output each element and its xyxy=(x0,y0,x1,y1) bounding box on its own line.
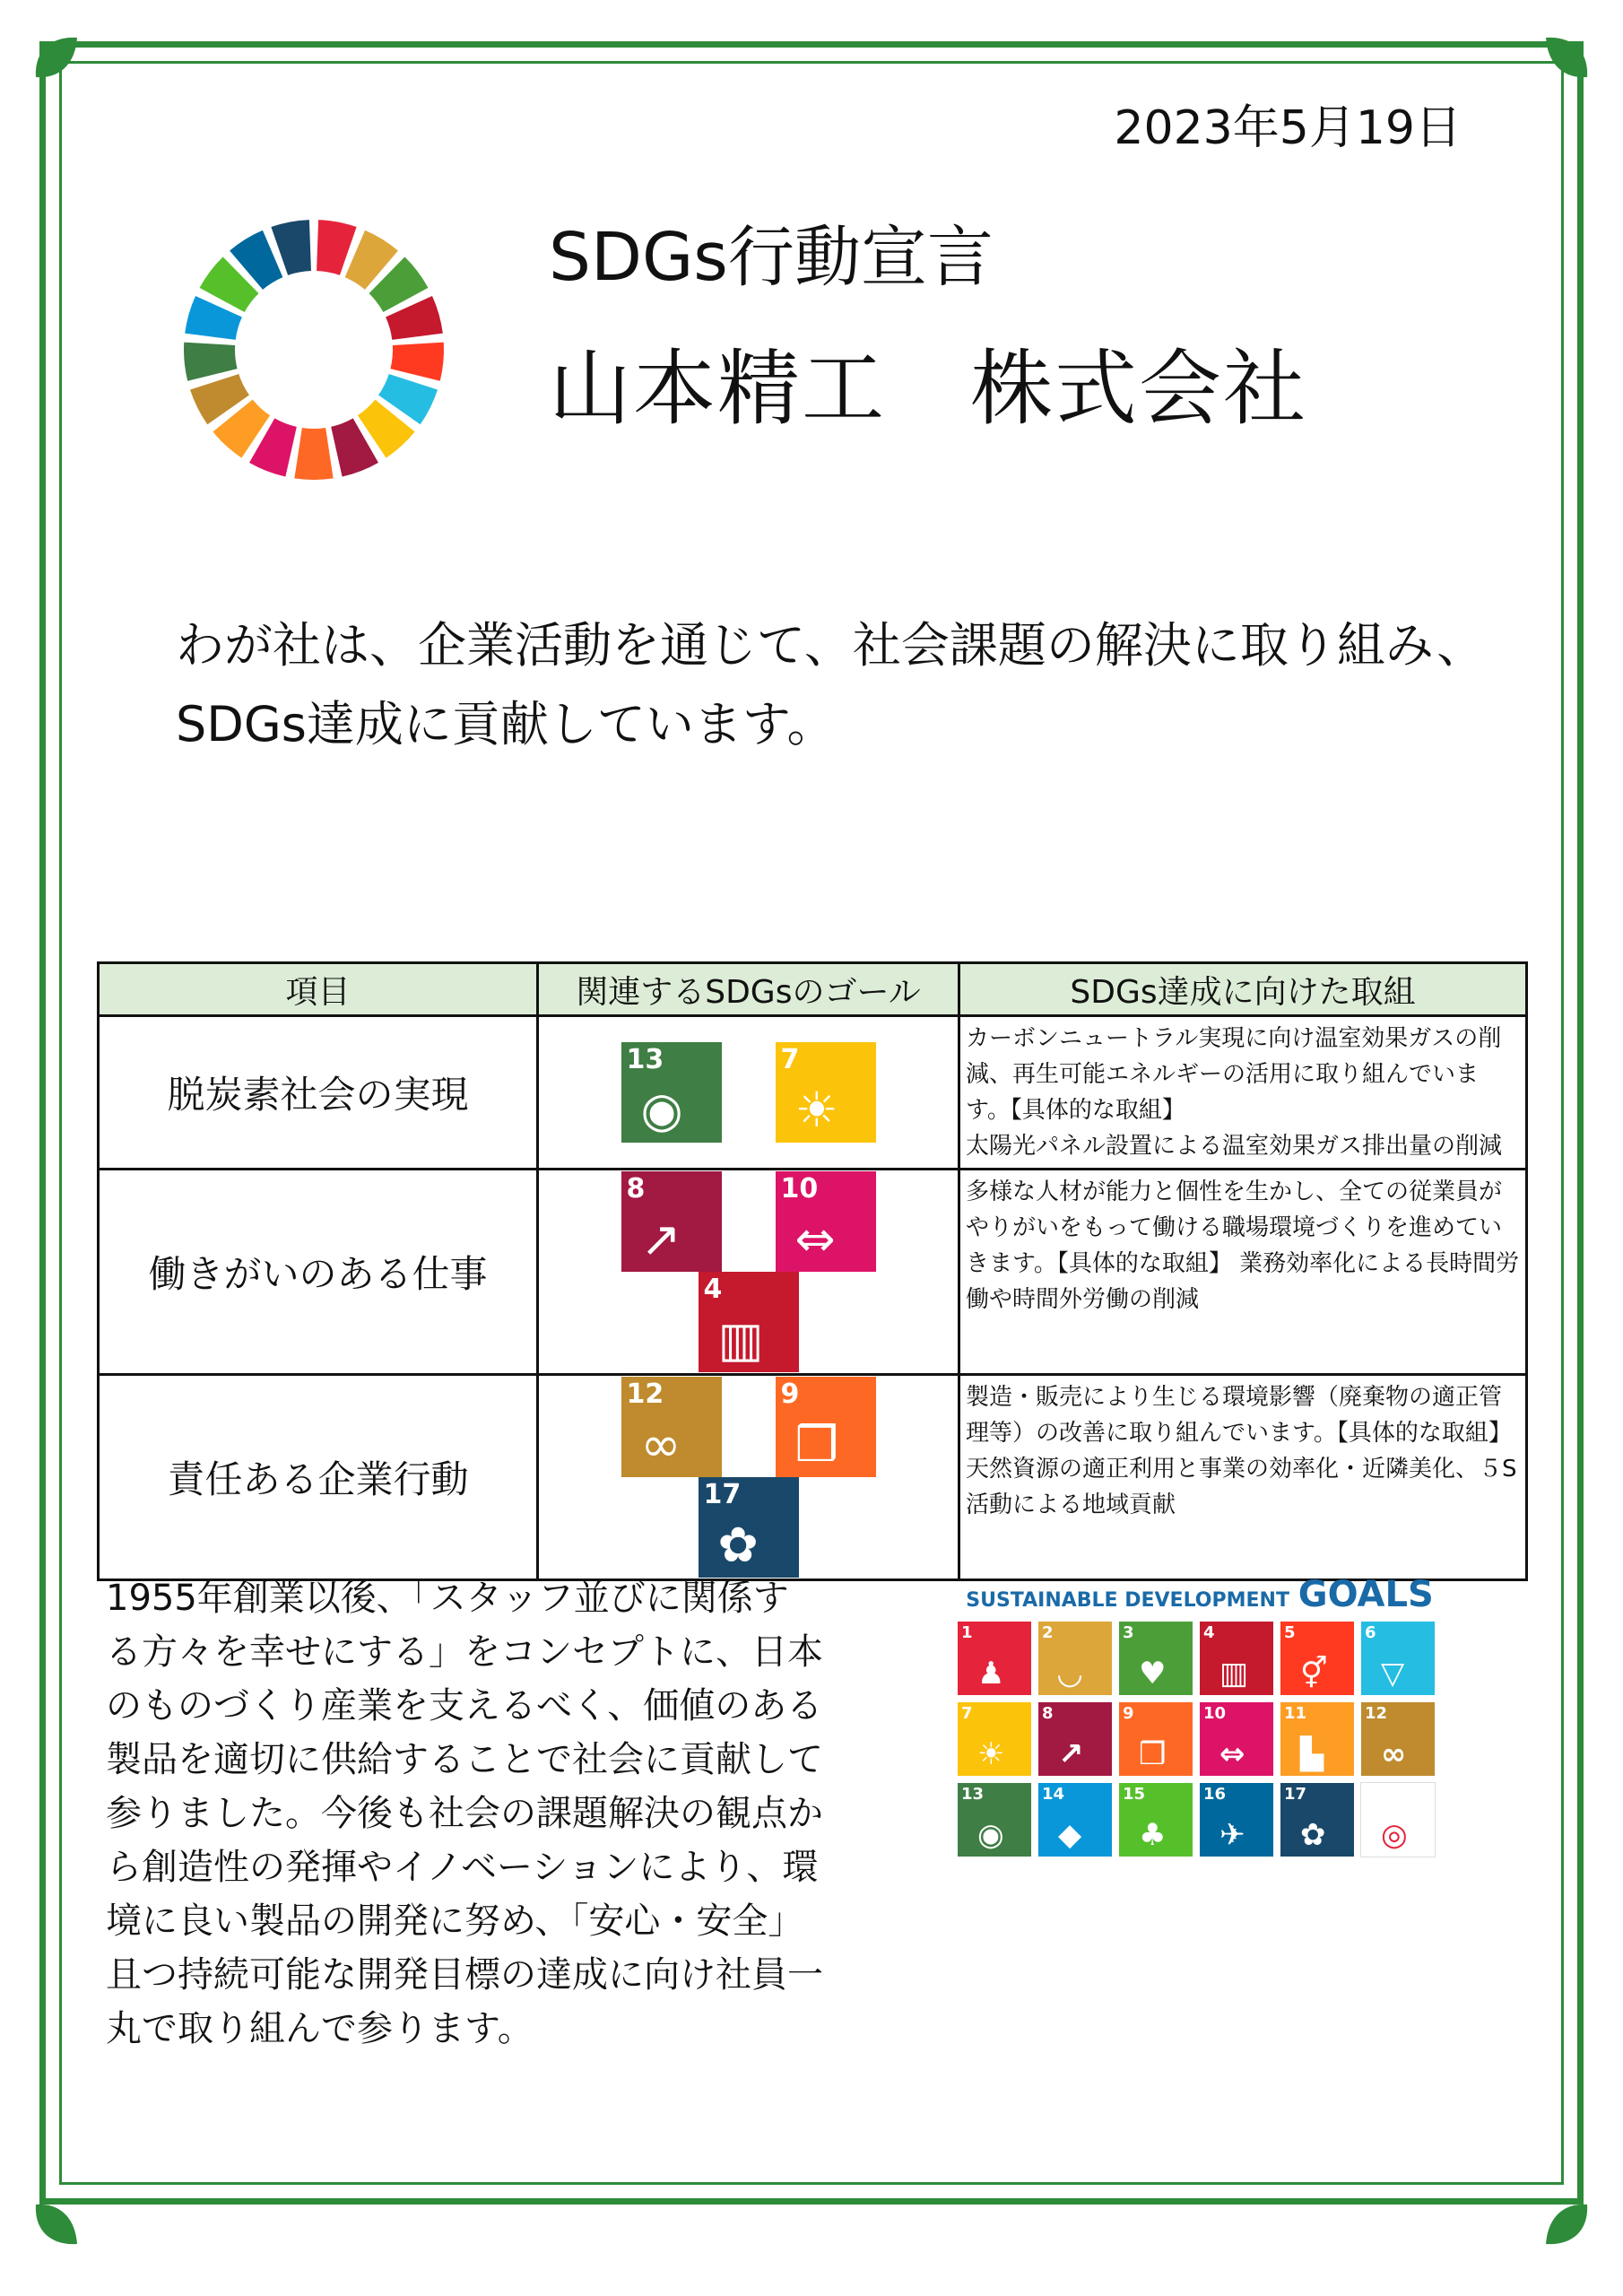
goal-tile xyxy=(1361,1783,1435,1857)
sdg-goals-table xyxy=(97,961,1528,1581)
tile-number: 3 xyxy=(1123,1623,1134,1642)
goal-icons-cell xyxy=(538,1170,959,1375)
sun-icon: ☀ xyxy=(794,1082,838,1138)
sdg-goal-8-icon xyxy=(621,1171,722,1272)
goal-icons-cell xyxy=(538,1375,959,1580)
dove-icon: ✈ xyxy=(1219,1817,1245,1853)
wheel-segment xyxy=(390,343,444,381)
wheel-segment xyxy=(184,343,238,381)
water-icon: ▽ xyxy=(1381,1656,1405,1692)
sdg-goal-17-icon xyxy=(699,1477,799,1578)
equality-icon: ⇔ xyxy=(794,1211,836,1267)
action-cell: 多様な人材が能力と個性を生かし、全ての従業員がやりがいをもって働ける職場環境づくりを進めていきます。【具体的な取組】 業務効率化による長時間労働や時間外労働の削減 xyxy=(959,1170,1527,1375)
company-message: 1955年創業以後、「スタッフ並びに関係する方々を幸せにする」をコンセプトに、日本のものづくり産業を支えるべく、価値のある製品を適切に供給することで社会に貢献して参りました。今後も社会の課題解決の観点から創造性の発揮やイノベーションにより、環境に良い製品の開発に努め、「安心・安全」且つ持続可能な開発目標の達成に向け社員一丸で取り組んで参ります。 xyxy=(106,1578,823,2049)
action-cell: 製造・販売により生じる環境影響（廃棄物の適正管理等）の改善に取り組んでいます。【具体的な取組】天然資源の適正利用と事業の効率化・近隣美化、５S活動による地域貢献 xyxy=(959,1375,1527,1580)
sdg-goal-12-icon xyxy=(621,1377,722,1477)
goal-number: 13 xyxy=(626,1044,664,1075)
item-cell: 働きがいのある仕事 xyxy=(99,1170,538,1375)
goal-tile xyxy=(1200,1783,1273,1857)
tile-number: 8 xyxy=(1042,1704,1054,1723)
fish-icon: ◆ xyxy=(1058,1817,1082,1853)
people-icon: ♟ xyxy=(977,1656,1005,1692)
infinity-icon: ∞ xyxy=(640,1416,681,1473)
goal-tile xyxy=(1200,1622,1273,1695)
goal-tile xyxy=(1361,1702,1435,1776)
goal-number: 7 xyxy=(780,1044,800,1075)
goal-number: 10 xyxy=(780,1173,819,1205)
sdg-goal-13-icon xyxy=(621,1042,722,1143)
table-row xyxy=(99,1016,1527,1170)
cubes-icon: ❒ xyxy=(794,1416,838,1473)
intro-line: わが社は、企業活動を通じて、社会課題の解決に取り組み、 xyxy=(176,617,1486,674)
leaf-icon xyxy=(30,2199,81,2249)
growth-chart-icon: ↗ xyxy=(1058,1736,1084,1772)
wheel-segment xyxy=(294,428,333,480)
column-header: SDGs達成に向けた取組 xyxy=(959,963,1527,1016)
goal-tile xyxy=(1280,1702,1354,1776)
tile-number: 4 xyxy=(1203,1623,1215,1642)
goal-icons-cell xyxy=(538,1016,959,1170)
page-title: SDGs行動宣言 xyxy=(549,219,994,296)
goal-number: 8 xyxy=(626,1173,646,1205)
table-row xyxy=(99,1375,1527,1580)
tile-number: 1 xyxy=(961,1623,973,1642)
cubes-icon: ❒ xyxy=(1139,1736,1167,1772)
heartbeat-icon: ♥ xyxy=(1139,1656,1167,1692)
goal-number: 17 xyxy=(703,1479,742,1510)
date-text: 2023年5月19日 xyxy=(1114,101,1462,155)
growth-chart-icon: ↗ xyxy=(640,1211,681,1267)
goal-tile xyxy=(1038,1783,1112,1857)
poster-title xyxy=(958,1575,1442,1614)
tree-icon: ♣ xyxy=(1139,1817,1167,1853)
table-row xyxy=(99,1170,1527,1375)
tile-number: 13 xyxy=(961,1785,985,1804)
sdg-wheel-icon xyxy=(179,215,448,484)
goal-tiles-grid xyxy=(958,1622,1442,1857)
goal-tile xyxy=(958,1622,1031,1695)
column-header: 項目 xyxy=(99,963,538,1016)
leaf-icon xyxy=(1542,2199,1593,2249)
tile-number: 2 xyxy=(1042,1623,1054,1642)
tile-number: 10 xyxy=(1203,1704,1227,1723)
goal-tile xyxy=(1280,1622,1354,1695)
book-icon: ▥ xyxy=(717,1311,764,1368)
item-cell: 脱炭素社会の実現 xyxy=(99,1016,538,1170)
poster-title-small: SUSTAINABLE DEVELOPMENT xyxy=(966,1589,1289,1612)
tile-number: 11 xyxy=(1284,1704,1307,1723)
tile-number: 15 xyxy=(1123,1785,1146,1804)
leaf-icon xyxy=(1542,32,1593,83)
infinity-icon: ∞ xyxy=(1381,1736,1407,1772)
table-header-row xyxy=(99,963,1527,1016)
book-icon: ▥ xyxy=(1219,1656,1249,1692)
bowl-icon: ◡ xyxy=(1058,1656,1082,1692)
tile-number: 6 xyxy=(1365,1623,1376,1642)
sdg-goal-9-icon xyxy=(776,1377,876,1477)
tile-number: 9 xyxy=(1123,1704,1134,1723)
tile-number: 17 xyxy=(1284,1785,1307,1804)
flower-icon: ✿ xyxy=(1300,1817,1326,1853)
goal-number: 12 xyxy=(626,1378,664,1410)
leaf-icon xyxy=(30,32,81,83)
tile-number: 12 xyxy=(1365,1704,1388,1723)
poster-title-big: GOALS xyxy=(1298,1574,1434,1615)
buildings-icon: ▙ xyxy=(1300,1736,1324,1772)
goal-tile xyxy=(1361,1622,1435,1695)
goal-tile xyxy=(958,1783,1031,1857)
goal-tile xyxy=(958,1702,1031,1776)
column-header: 関連するSDGsのゴール xyxy=(538,963,959,1016)
gender-icon: ⚥ xyxy=(1300,1656,1328,1692)
equality-icon: ⇔ xyxy=(1219,1736,1245,1772)
sdg-goal-4-icon xyxy=(699,1272,799,1372)
sdg-goal-10-icon xyxy=(776,1171,876,1272)
goal-tile xyxy=(1280,1783,1354,1857)
tile-number: 5 xyxy=(1284,1623,1296,1642)
intro-statement xyxy=(176,606,1485,764)
goal-tile xyxy=(1038,1622,1112,1695)
sdg-goals-poster xyxy=(958,1575,1442,1857)
goal-tile xyxy=(1119,1783,1193,1857)
tile-number: 16 xyxy=(1203,1785,1227,1804)
goal-tile xyxy=(1038,1702,1112,1776)
sdg-wheel-icon: ◎ xyxy=(1381,1817,1408,1853)
tile-number: 7 xyxy=(961,1704,973,1723)
goal-tile xyxy=(1119,1702,1193,1776)
goal-number: 9 xyxy=(780,1378,800,1410)
intro-line: SDGs達成に貢献しています。 xyxy=(176,696,836,752)
earth-eye-icon: ◉ xyxy=(977,1817,1004,1853)
sdg-goal-7-icon xyxy=(776,1042,876,1143)
goal-number: 4 xyxy=(703,1274,723,1305)
company-name: 山本精工 株式会社 xyxy=(549,341,1308,437)
tile-number: 14 xyxy=(1042,1785,1065,1804)
action-cell: カーボンニュートラル実現に向け温室効果ガスの削減、再生可能エネルギーの活用に取り組んでいます。【具体的な取組】 太陽光パネル設置による温室効果ガス排出量の削減 xyxy=(959,1016,1527,1170)
goal-tile xyxy=(1119,1622,1193,1695)
goal-tile xyxy=(1200,1702,1273,1776)
sun-icon: ☀ xyxy=(977,1736,1005,1772)
earth-eye-icon: ◉ xyxy=(640,1082,683,1138)
flower-icon: ✿ xyxy=(717,1517,759,1573)
item-cell: 責任ある企業行動 xyxy=(99,1375,538,1580)
